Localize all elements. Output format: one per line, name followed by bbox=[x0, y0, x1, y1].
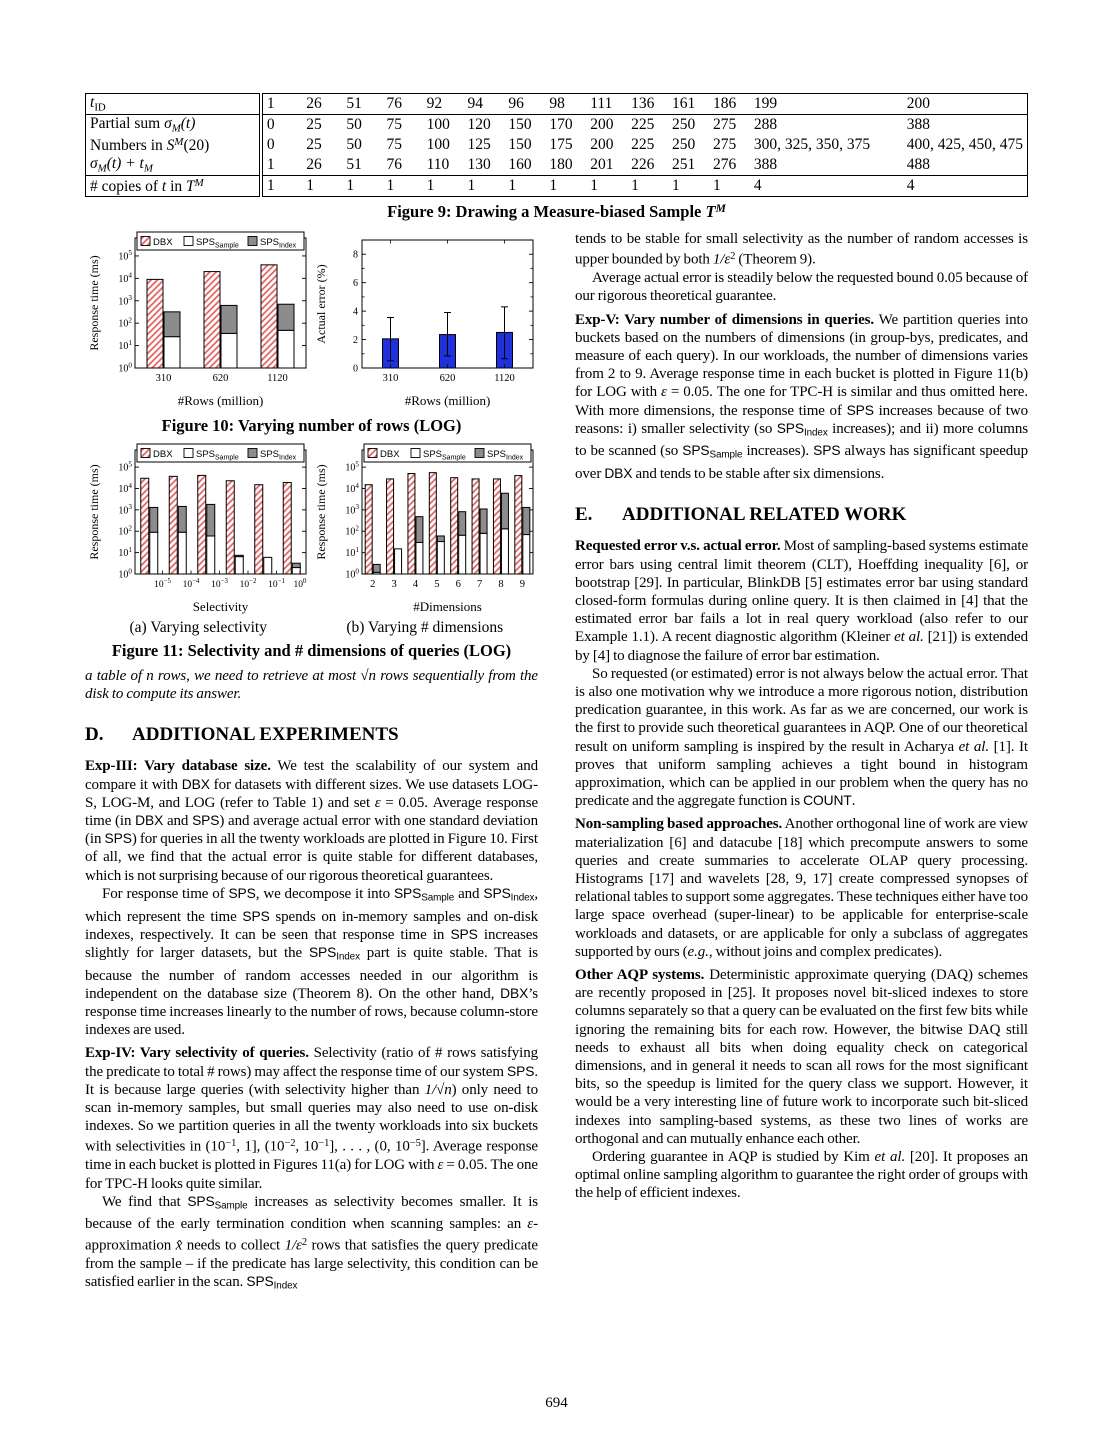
svg-text:620: 620 bbox=[439, 373, 456, 384]
table-cell: 4 bbox=[750, 176, 903, 197]
table-cell: 1 bbox=[423, 176, 464, 197]
bar-dbx bbox=[472, 479, 479, 574]
section-heading-e bbox=[575, 504, 1028, 526]
table-cell: 226 bbox=[631, 156, 655, 173]
svg-text:620: 620 bbox=[212, 373, 229, 384]
table-cell: 51 bbox=[346, 156, 362, 173]
legend-swatch-dbx bbox=[368, 449, 377, 458]
table-cell: 400, 425, 450, 475 bbox=[906, 136, 1023, 153]
svg-text:10−3: $10^{-3}$ bbox=[211, 577, 228, 590]
table-cell: 94 bbox=[464, 94, 505, 115]
table-cell: 161 bbox=[668, 94, 709, 115]
paragraph-exp3: Exp-III: Vary database size. We test the scalability of our system and compare it with DBX for datasets with different sizes. We use datasets LOG-S, LOG-M, and LOG (refer to Table 1) and set ε = 0.05. Average response time (in DBX and SPS) and average actual error with one standard deviation (in SPS) for queries in all the twenty workloads are plotted in Figure 10. First of all, we find that the actual error is quite stable for different databases, which is not surprising because of our rigorous theoretical guarantees. bbox=[85, 758, 538, 884]
table-cell: 388 bbox=[906, 116, 930, 133]
table-cell: 251 bbox=[672, 156, 696, 173]
svg-text:1120: 1120 bbox=[494, 373, 515, 384]
table-cell: 200 bbox=[590, 136, 614, 153]
table-cell: 110 bbox=[426, 156, 450, 173]
table-cell: 50 bbox=[346, 136, 362, 153]
bar-dbx bbox=[261, 265, 277, 368]
table-cell: 92 bbox=[423, 94, 464, 115]
table-cell: 250 bbox=[672, 116, 696, 133]
svg-text:2: 2 bbox=[370, 579, 376, 590]
figure11-row bbox=[85, 442, 538, 618]
two-column-body bbox=[85, 230, 1028, 1295]
page-number: 694 bbox=[545, 1395, 568, 1411]
svg-text:SPSIndex: $SPS_{Index}$ bbox=[260, 449, 297, 462]
right-column bbox=[575, 230, 1028, 1203]
legend-swatch-sps-sample bbox=[411, 449, 420, 458]
bar-sps-index bbox=[221, 305, 237, 333]
bar-sps-index bbox=[501, 493, 508, 529]
svg-text:10−1: $10^{-1}$ bbox=[268, 577, 285, 590]
chart-legend bbox=[137, 232, 304, 250]
chart-fig10-response-time bbox=[85, 230, 311, 412]
table-cell: 275 bbox=[712, 136, 737, 153]
svg-text:105: $10^5$ bbox=[118, 249, 132, 263]
row-label: $\sigma_M(t) + t_M$ bbox=[86, 155, 261, 176]
svg-text:5: 5 bbox=[434, 579, 440, 590]
svg-text:0: 0 bbox=[353, 363, 358, 375]
table-cell: 1 bbox=[586, 176, 627, 197]
bar-dbx bbox=[408, 474, 415, 574]
bar-dbx bbox=[147, 279, 163, 368]
section-number: E. bbox=[575, 504, 593, 526]
table-row bbox=[86, 176, 1028, 197]
section-title: ADDITIONAL EXPERIMENTS bbox=[132, 724, 399, 746]
table-cell: 0 bbox=[266, 136, 275, 153]
table-cell: 170 bbox=[549, 116, 573, 133]
bar-dbx bbox=[283, 483, 291, 574]
bar-sps-index bbox=[416, 517, 423, 543]
table-cell: 201 bbox=[590, 156, 614, 173]
legend-swatch-dbx bbox=[141, 237, 150, 246]
svg-text:Selectivity: Selectivity bbox=[192, 599, 249, 614]
bar-sps-sample bbox=[207, 536, 215, 574]
bar-sps-sample bbox=[221, 333, 237, 368]
bar-sps-index bbox=[235, 555, 243, 556]
row-label: # copies of t in $T^M$ bbox=[86, 176, 261, 197]
page-content bbox=[85, 93, 1028, 1295]
paragraph-other-aqp: Other AQP systems. Deterministic approximate querying (DAQ) schemes are recently proposed in [25]. It proposes novel bit-sliced indexes to store columns separately so that a query can be evaluated on the first few bits while ignoring the remaining bits for each row. However, the bitwise DAQ still needs to exhaust all bits when doing equality check on categorical dimensions, and in general it needs to scan all rows for the most significant bits, so the speedup is limited for the query class we support. However, it would be a very interesting line of future work to incorporate such bit-sliced indexes into sampling-based systems, as these two lines of works are orthogonal and can mutually enhance each other. bbox=[575, 966, 1028, 1147]
table-cell: 25 bbox=[306, 116, 322, 133]
paragraph-tends: tends to be stable for small selectivity as the number of random accesses is upper bounded by both $1/\varepsilon^2$ (Theorem 9). bbox=[575, 231, 1028, 268]
svg-text:4: 4 bbox=[412, 579, 419, 590]
table-cell: 1 bbox=[545, 176, 586, 197]
svg-text:Response time (ms): Response time (ms) bbox=[87, 464, 101, 560]
legend-swatch-sps-index bbox=[475, 449, 484, 458]
svg-text:3: 3 bbox=[391, 579, 397, 590]
bar-sps-index bbox=[207, 504, 215, 536]
row-label: $t_{ID}$ bbox=[86, 94, 261, 115]
table-cell: 25 bbox=[306, 136, 322, 153]
bar-dbx bbox=[451, 478, 458, 574]
bar-dbx bbox=[204, 272, 220, 368]
svg-text:#Rows (million): #Rows (million) bbox=[177, 393, 264, 408]
paragraph-exp5: Exp-V: Vary number of dimensions in queries. We partition queries into buckets based on the numbers of dimensions (in group-bys, predicates, and measure of each query). In our workloads, the number of dimensions varies from 2 to 9. Average response time in each bucket is plotted in Figure 11(b) for LOG with ε = 0.05. The one for TPC-H is similar and thus omitted here. With more dimensions, the response time of SPS increases because of two reasons: i) smaller selectivity (so SPSIndex increases); and ii) more columns to be scanned (so SPSSample increases). SPS always has significant speedup over DBX and tends to be stable after six dimensions. bbox=[575, 311, 1028, 483]
bar-sps-sample bbox=[416, 542, 423, 574]
table-cell: 26 bbox=[306, 156, 322, 173]
bar-sps-sample bbox=[150, 532, 158, 574]
bar-dbx bbox=[365, 485, 372, 574]
svg-text:10−4: $10^{-4}$ bbox=[182, 577, 200, 590]
svg-text:1120: 1120 bbox=[267, 373, 288, 384]
svg-text:102: $10^2$ bbox=[118, 524, 132, 538]
svg-text:4: 4 bbox=[353, 306, 358, 318]
table-cell: 26 bbox=[302, 94, 342, 115]
bar-sps-index bbox=[523, 507, 530, 534]
paragraph-overflow-italic: a table of n rows, we need to retrieve at most √n rows sequentially from the disk to compute its answer. bbox=[85, 668, 538, 703]
table-row bbox=[86, 115, 1028, 136]
table-cell: 225 bbox=[631, 116, 655, 133]
table-cell: 120 bbox=[467, 116, 491, 133]
bar-sps-sample bbox=[501, 529, 508, 574]
bar-sps-sample bbox=[164, 337, 180, 368]
chart-legend bbox=[137, 444, 304, 462]
svg-text:Response time (ms): Response time (ms) bbox=[314, 464, 328, 560]
table-cell: 150 bbox=[508, 136, 532, 153]
paragraph-requested-error: Requested error v.s. actual error. Most of sampling-based systems estimate error bars using central limit theorem (CLT), Hoeffding inequality [6], or bootstrap [29]. In particular, BlinkDB [5] estimates error bar using standard closed-form formulas during online query. It is then claimed in [4] that the estimated error bar fails a lot in real query workload (also refer to our Example 1.1). A recent diagnostic algorithm (Kleiner et al. [21]) is extended by [4] to diagnose the failure of error bar estimation. bbox=[575, 538, 1029, 664]
table-cell: 100 bbox=[426, 116, 450, 133]
bar-sps-sample bbox=[437, 542, 444, 574]
figure11-subcaptions bbox=[85, 619, 538, 637]
table-row bbox=[86, 135, 1028, 155]
bar-sps-sample bbox=[459, 535, 466, 574]
svg-text:6: 6 bbox=[455, 579, 461, 590]
svg-text:103: $10^3$ bbox=[118, 294, 132, 308]
bar-sps-index bbox=[437, 536, 444, 542]
svg-text:SPSIndex: $SPS_{Index}$ bbox=[260, 237, 297, 250]
figure9-caption: Figure 9: Drawing a Measure-biased Sample $T^M$ bbox=[387, 202, 726, 221]
svg-text:100: $10^0$ bbox=[118, 361, 132, 375]
table-cell: 288 bbox=[753, 116, 778, 133]
svg-text:8: 8 bbox=[498, 579, 504, 590]
bar-sps-index bbox=[178, 506, 186, 532]
bar-dbx bbox=[141, 478, 149, 574]
table-cell: 200 bbox=[590, 116, 614, 133]
table-cell: 388 bbox=[753, 156, 778, 173]
table-cell: 96 bbox=[504, 94, 545, 115]
table-cell: 98 bbox=[545, 94, 586, 115]
plot-area bbox=[135, 450, 306, 574]
bar-sps-index bbox=[459, 512, 466, 536]
table-cell: 250 bbox=[672, 136, 696, 153]
bar-dbx bbox=[169, 476, 177, 574]
table-cell: 1 bbox=[668, 176, 709, 197]
table-cell: 175 bbox=[549, 136, 573, 153]
table-cell: 51 bbox=[342, 94, 382, 115]
table-cell: 1 bbox=[627, 176, 668, 197]
table-cell: 150 bbox=[508, 116, 532, 133]
table-cell: 186 bbox=[709, 94, 750, 115]
svg-text:102: $10^2$ bbox=[345, 524, 359, 538]
bar-dbx bbox=[387, 479, 394, 574]
bar-sps-sample bbox=[395, 549, 402, 574]
table-row bbox=[86, 155, 1028, 176]
paragraph-so-requested: So requested (or estimated) error is not always below the actual error. That is also one motivation why we introduce a more rigorous notion, distribution predication guarantee, in this work. As far as we are concerned, our work is the first to provide such theoretical guarantees in AQP. One of our theoretical result on uniform sampling is inspired by the result in Acharya et al. [1]. It proves that uniform sampling achieves a tight bound in histogram approximation, which can be applied in our problem when the query has no predicate and the aggregate function is COUNT. bbox=[575, 665, 1028, 810]
bar-sps-sample bbox=[178, 532, 186, 574]
paragraph-avg-error: Average actual error is steadily below the requested bound 0.05 because of our rigorous theoretical guarantee. bbox=[575, 270, 1028, 305]
bar-sps-index bbox=[480, 509, 487, 533]
legend-swatch-sps-sample bbox=[184, 237, 193, 246]
table-cell: 275 bbox=[712, 116, 737, 133]
bar-sps-sample bbox=[523, 535, 530, 574]
svg-text:SPSSample: $SPS_{Sample}$ bbox=[196, 237, 239, 250]
figure10-row bbox=[85, 230, 538, 412]
bar-dbx bbox=[226, 481, 234, 574]
chart-fig11b-dimensions bbox=[312, 442, 538, 618]
table-cell: 100 bbox=[426, 136, 450, 153]
svg-text:SPSIndex: $SPS_{Index}$ bbox=[487, 449, 524, 462]
left-column bbox=[85, 230, 538, 1295]
table-cell: 199 bbox=[750, 94, 903, 115]
svg-text:SPSSample: $SPS_{Sample}$ bbox=[196, 449, 239, 462]
table-cell: 488 bbox=[906, 156, 930, 173]
svg-text:103: $10^3$ bbox=[345, 503, 359, 517]
bar-dbx bbox=[255, 485, 263, 574]
svg-text:102: $10^2$ bbox=[118, 316, 132, 330]
chart-fig11a-selectivity bbox=[85, 442, 311, 618]
svg-text:2: 2 bbox=[353, 335, 358, 347]
bar-sps-sample bbox=[292, 568, 300, 574]
table-cell: 1 bbox=[504, 176, 545, 197]
legend-swatch-sps-index bbox=[248, 449, 257, 458]
table-cell: 1 bbox=[266, 156, 275, 173]
bar-sps-sample bbox=[264, 557, 272, 574]
bar-dbx bbox=[515, 476, 522, 574]
table-row bbox=[86, 94, 1028, 115]
svg-text:Actual error (%): Actual error (%) bbox=[314, 264, 328, 344]
table-cell: 136 bbox=[627, 94, 668, 115]
figure11a-subcaption: (a) Varying selectivity bbox=[129, 619, 267, 636]
section-number: D. bbox=[85, 724, 104, 746]
bar-dbx bbox=[429, 473, 436, 574]
svg-text:105: $10^5$ bbox=[345, 460, 359, 474]
table-cell: 4 bbox=[903, 176, 1028, 197]
svg-text:10−2: $10^{-2}$ bbox=[239, 577, 257, 590]
svg-text:100: $10^0$ bbox=[293, 577, 307, 590]
table-cell: 276 bbox=[712, 156, 737, 173]
bar-dbx bbox=[493, 479, 500, 574]
table-cell: 75 bbox=[386, 136, 402, 153]
svg-text:6: 6 bbox=[353, 278, 358, 290]
section-heading-d bbox=[85, 724, 538, 746]
svg-text:101: $10^1$ bbox=[118, 338, 132, 353]
table-cell: 1 bbox=[709, 176, 750, 197]
table-cell: 1 bbox=[382, 176, 422, 197]
svg-text:SPSSample: $SPS_{Sample}$ bbox=[423, 449, 466, 462]
legend-swatch-sps-sample bbox=[184, 449, 193, 458]
table-cell: 0 bbox=[266, 116, 275, 133]
svg-text:Response time (ms): Response time (ms) bbox=[87, 255, 101, 351]
legend-swatch-dbx bbox=[141, 449, 150, 458]
paragraph-decompose: For response time of SPS, we decompose it into SPSSample and SPSIndex, which represent the time SPS spends on in-memory samples and on-disk indexes, respectively. It can be seen that response time in SPS increases slightly for larger datasets, but the SPSIndex part is quite stable. That is because the number of random accesses needed in our algorithm is independent on the database size (Theorem 8). On the other hand, DBX’s response time increases linearly to the number of rows, because column-store indexes are used. bbox=[85, 885, 538, 1039]
figure9-table bbox=[85, 93, 1028, 197]
svg-text:9: 9 bbox=[519, 579, 525, 590]
svg-text:100: $10^0$ bbox=[118, 567, 132, 581]
svg-text:310: 310 bbox=[382, 373, 399, 384]
svg-text:8: 8 bbox=[353, 249, 358, 261]
bar-sps-index bbox=[373, 564, 380, 572]
svg-text:101: $10^1$ bbox=[118, 545, 132, 560]
bar-sps-sample bbox=[278, 330, 294, 368]
table-cell: 180 bbox=[549, 156, 573, 173]
table-cell: 50 bbox=[346, 116, 362, 133]
bar-sps-index bbox=[292, 563, 300, 567]
chart-fig10-actual-error bbox=[312, 230, 538, 412]
svg-text:DBX: DBX bbox=[153, 237, 173, 248]
svg-text:DBX: DBX bbox=[380, 449, 400, 460]
table-cell: 160 bbox=[508, 156, 532, 173]
paragraph-exp4: Exp-IV: Vary selectivity of queries. Selectivity (ratio of # rows satisfying the predicate to total # rows) may affect the response time of our system SPS. It is because large queries (with selectivity higher than 1/√n) only need to scan in-memory samples, but small queries may also need to use on-disk indexes. So we partition queries in all the twenty workloads into six buckets with selectivities in ($10^{-1}$, 1], ($10^{-2}$, $10^{-1}$], . . . , (0, $10^{-5}$]. Average response time in each bucket is plotted in Figures 11(a) for LOG with ε = 0.05. The one for TPC-H looks quite similar. bbox=[85, 1045, 539, 1192]
bar-sps-sample bbox=[480, 533, 487, 574]
table-cell: 1 bbox=[261, 94, 302, 115]
paragraph-find-sample: We find that SPSSample increases as selectivity becomes smaller. It is because of the early termination condition when scanning samples: an ε-approximation x̂ needs to collect $1/\varepsilon^2$ rows that satisfies the query predicate from the sample – if the predicate has large selectivity, this condition can be satisfied earlier in the scan. SPSIndex bbox=[85, 1193, 538, 1292]
legend-swatch-sps-index bbox=[248, 237, 257, 246]
svg-text:101: $10^1$ bbox=[345, 545, 359, 560]
bar-dbx bbox=[198, 475, 206, 574]
table-cell: 1 bbox=[261, 176, 302, 197]
paragraph-nonsampling: Non-sampling based approaches. Another orthogonal line of work are view materialization [6] and datacube [18] which precompute answers to some queries and create summaries to accelerate OLAP query processing. Histograms [17] and wavelets [28, 9, 17] create compressed synopses of relational tables to support some aggregates. These techniques either have too large space overhead (super-linear) to be applicable for enterprise-scale workloads and datasets, or are applicable for only a subclass of aggregates supported by ours (e.g., without joins and complex predicates). bbox=[575, 816, 1028, 960]
row-label: Partial sum $\sigma_M(t)$ bbox=[86, 115, 261, 136]
row-label: Numbers in $S^M(20)$ bbox=[86, 135, 261, 155]
svg-text:310: 310 bbox=[155, 373, 172, 384]
figure11-caption: Figure 11: Selectivity and # dimensions of queries (LOG) bbox=[111, 641, 512, 660]
chart-legend bbox=[364, 444, 531, 462]
svg-text:#Rows (million): #Rows (million) bbox=[404, 393, 491, 408]
figure11b-subcaption: (b) Varying # dimensions bbox=[346, 619, 504, 636]
svg-text:104: $10^4$ bbox=[118, 481, 132, 495]
svg-text:100: $10^0$ bbox=[345, 567, 359, 581]
table-cell: 130 bbox=[467, 156, 491, 173]
bar-sps-index bbox=[150, 507, 158, 532]
table-cell: 1 bbox=[342, 176, 382, 197]
figure10-caption: Figure 10: Varying number of rows (LOG) bbox=[161, 416, 462, 435]
svg-text:7: 7 bbox=[476, 579, 483, 590]
table-cell: 225 bbox=[631, 136, 655, 153]
table-cell: 75 bbox=[386, 116, 402, 133]
svg-text:10−5: $10^{-5}$ bbox=[154, 577, 171, 590]
svg-text:103: $10^3$ bbox=[118, 503, 132, 517]
table-cell: 1 bbox=[302, 176, 342, 197]
section-title: ADDITIONAL RELATED WORK bbox=[622, 504, 907, 526]
svg-text:104: $10^4$ bbox=[345, 481, 359, 495]
svg-text:#Dimensions: #Dimensions bbox=[413, 599, 482, 614]
bar-sps-index bbox=[278, 304, 294, 330]
svg-text:104: $10^4$ bbox=[118, 271, 132, 285]
table-cell: 111 bbox=[586, 94, 627, 115]
paragraph-ordering: Ordering guarantee in AQP is studied by Kim et al. [20]. It proposes an optimal online sampling algorithm to guarantee the right order of groups with the help of efficient indexes. bbox=[575, 1149, 1028, 1202]
table-cell: 125 bbox=[467, 136, 491, 153]
svg-text:DBX: DBX bbox=[153, 449, 173, 460]
bar-sps-index bbox=[164, 312, 180, 337]
svg-text:105: $10^5$ bbox=[118, 460, 132, 474]
table-cell: 1 bbox=[464, 176, 505, 197]
table-cell: 76 bbox=[382, 94, 422, 115]
bar-sps-sample bbox=[235, 557, 243, 574]
table-cell: 76 bbox=[386, 156, 402, 173]
table-cell: 300, 325, 350, 375 bbox=[753, 136, 871, 153]
table-cell: 200 bbox=[903, 94, 1028, 115]
